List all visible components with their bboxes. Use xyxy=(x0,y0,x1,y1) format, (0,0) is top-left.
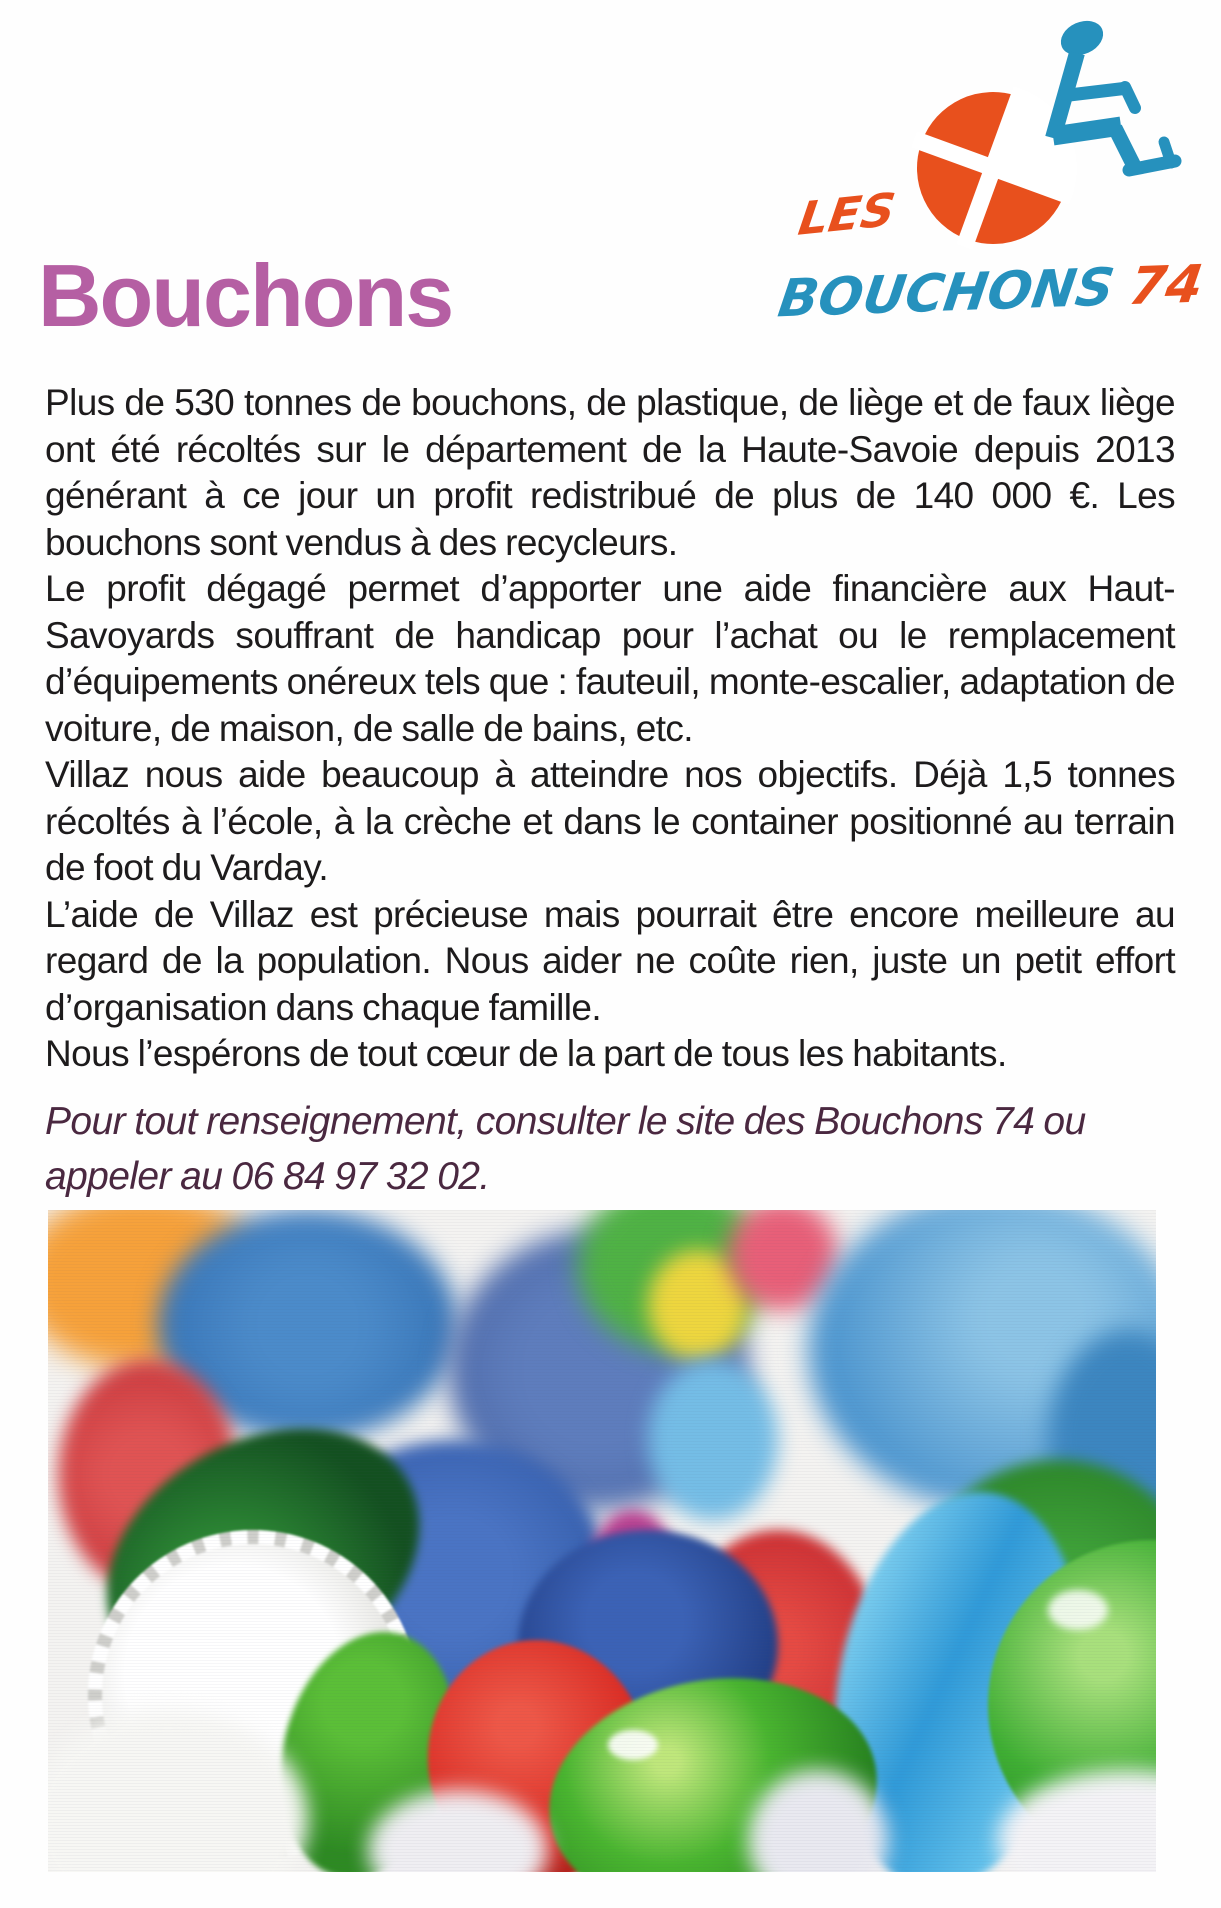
wheelchair-icon xyxy=(880,8,1190,258)
page-title: Bouchons xyxy=(38,246,453,345)
logo-les-text: LES xyxy=(795,182,899,246)
paragraph-3: Villaz nous aide beaucoup à atteindre nos objectifs. Déjà 1,5 tonnes récoltés à l’école, à la crèche et dans le container positionné au terrain de foot du Varday. xyxy=(45,754,1175,888)
logo-bouchons74-text xyxy=(774,254,1207,330)
cap-highlight xyxy=(608,1730,658,1760)
article-body xyxy=(45,380,1175,1204)
paragraph-2: Le profit dégagé permet d’apporter une aide financière aux Haut-Savoyards souffrant de handicap pour l’achat ou le remplacement d’équipements onéreux tels que : fauteuil, monte-escalier, adaptation de voiture, de maison, de salle de bains, etc. xyxy=(45,568,1175,749)
paragraph-1: Plus de 530 tonnes de bouchons, de plastique, de liège et de faux liège ont été récoltés sur le département de la Haute-Savoie depuis 2013 générant à ce jour un profit redistribué de plus de 140 000 €. Les bouchons sont vendus à des recycleurs. xyxy=(45,382,1175,563)
cap-highlight xyxy=(1048,1590,1108,1630)
bottle-caps-photo xyxy=(48,1210,1156,1872)
logo-bouchons-word: BOUCHONS xyxy=(774,257,1118,330)
contact-note: Pour tout renseignement, consulter le site des Bouchons 74 ou appeler au 06 84 97 32 02. xyxy=(45,1099,1086,1198)
logo-74-number: 74 xyxy=(1125,254,1207,318)
cap-blob xyxy=(648,1360,778,1520)
bouchons74-logo xyxy=(774,8,1207,348)
paragraph-5: Nous l’espérons de tout cœur de la part de tous les habitants. xyxy=(45,1033,1007,1074)
paragraph-4: L’aide de Villaz est précieuse mais pourrait être encore meilleure au regard de la population. Nous aider ne coûte rien, juste un petit effort d’organisation dans chaque famille. xyxy=(45,893,1175,1028)
